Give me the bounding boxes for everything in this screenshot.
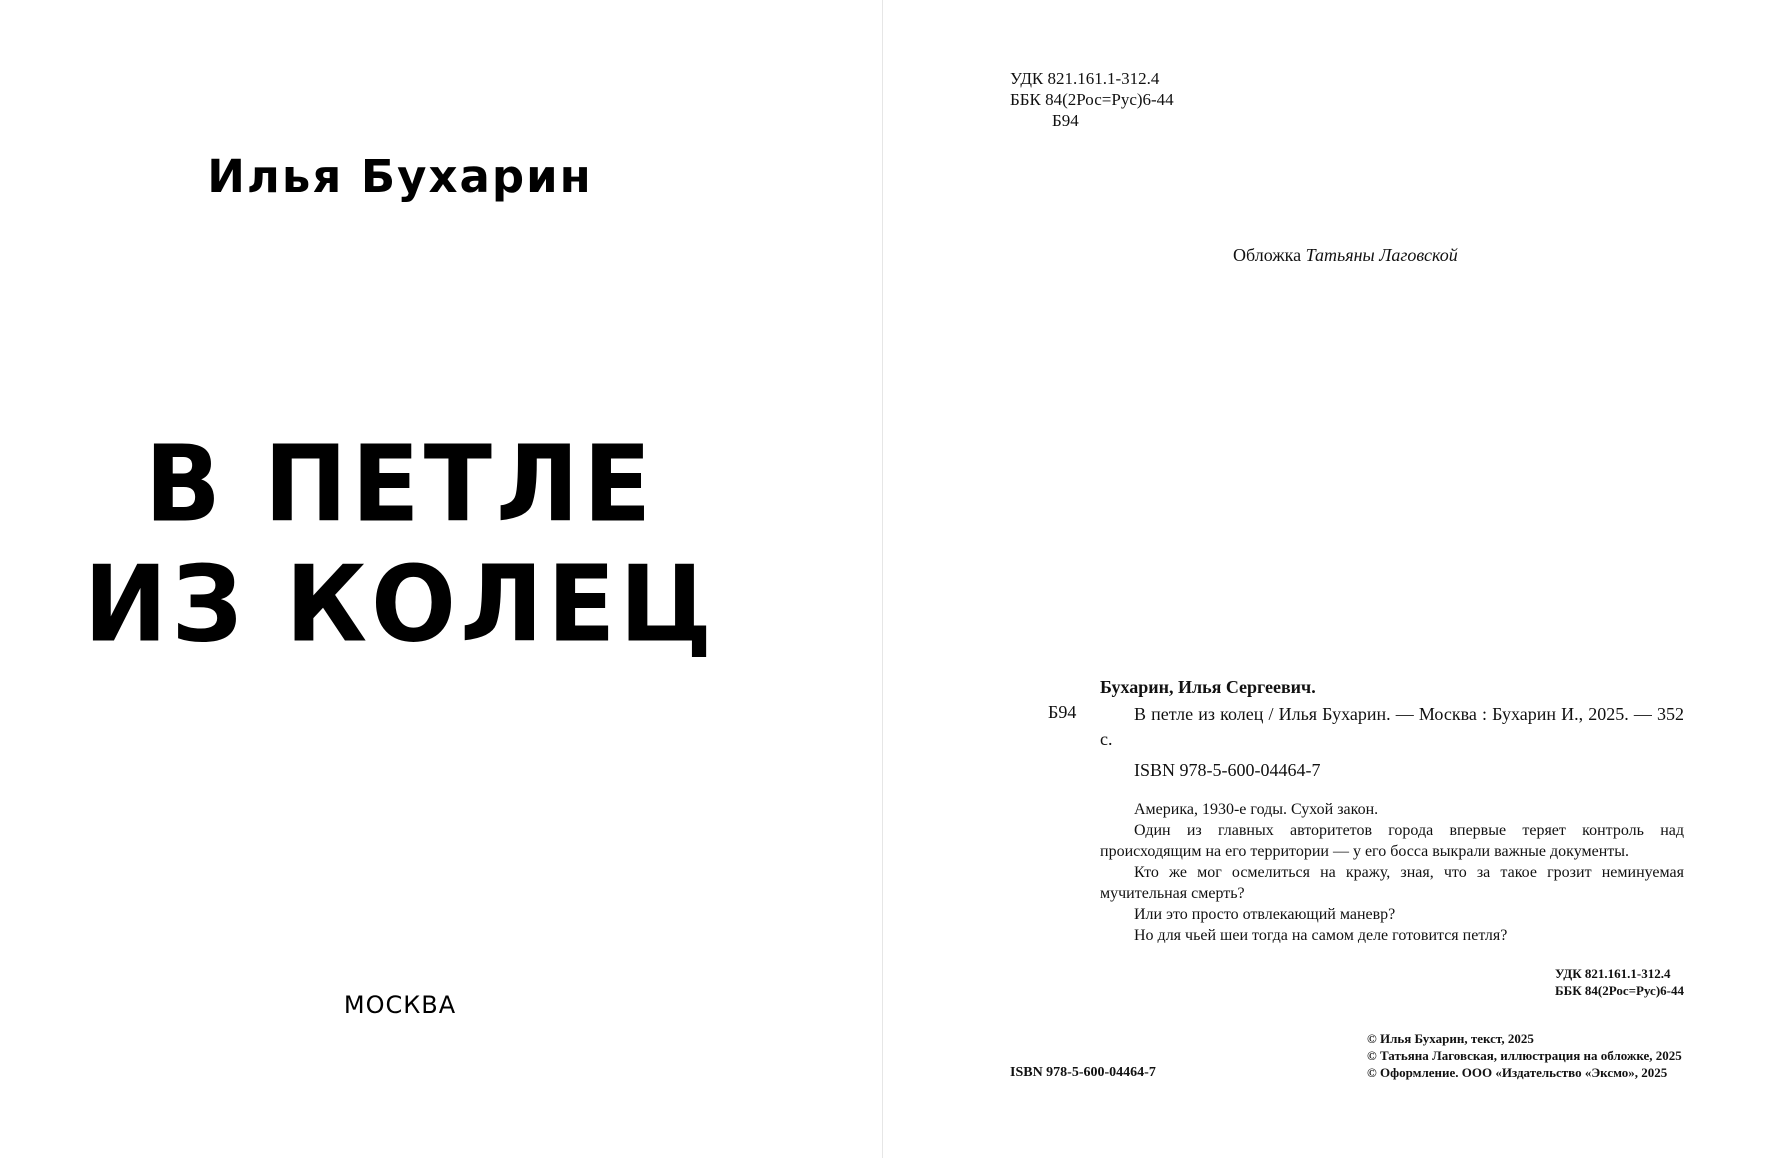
annotation-paragraph: Америка, 1930-е годы. Сухой закон. [1134, 801, 1379, 818]
annotation-paragraph: Но для чьей шеи тогда на самом деле готовится петля? [1134, 927, 1508, 944]
catalog-isbn: ISBN 978-5-600-04464-7 [1134, 760, 1321, 780]
udk-code-small: УДК 821.161.1-312.4 [1555, 966, 1671, 981]
udk-code: УДК 821.161.1-312.4 [1010, 69, 1160, 88]
book-title-line-2: ИЗ КОЛЕЦ [83, 543, 717, 666]
bbk-code: ББК 84(2Рос=Рус)6-44 [1010, 90, 1174, 109]
copyright-line: © Илья Бухарин, текст, 2025 [1367, 1031, 1534, 1046]
book-title-line-1: В ПЕТЛЕ [144, 423, 656, 546]
cover-credit-name: Татьяны Лаговской [1305, 245, 1458, 265]
book-title [0, 425, 800, 665]
annotation-paragraph: Один из главных авторитетов города впервые теряет контроль над происходящим на его территории — у его босса выкрали важные документы. [1100, 822, 1684, 860]
copyright-block [1367, 1030, 1682, 1081]
publication-city: МОСКВА [343, 991, 457, 1019]
catalog-code: Б94 [1048, 702, 1077, 722]
copyright-line: © Татьяна Лаговская, иллюстрация на обложке, 2025 [1367, 1048, 1682, 1063]
annotation-paragraph: Кто же мог осмелиться на кражу, зная, что за такое грозит неминуемая мучительная смерть? [1100, 864, 1684, 902]
catalog-heading: Бухарин, Илья Сергеевич. [1100, 677, 1316, 697]
catalog-description: В петле из колец / Илья Бухарин. — Москва : Бухарин И., 2025. — 352 с. [1100, 704, 1684, 749]
classification-small [1555, 965, 1684, 999]
classification-block [1010, 68, 1174, 131]
cover-credit-prefix: Обложка [1233, 245, 1302, 265]
annotation [1100, 799, 1684, 946]
isbn-bottom: ISBN 978-5-600-04464-7 [1010, 1065, 1156, 1080]
cover-credit [1233, 245, 1458, 266]
author-name: Илья Бухарин [207, 150, 593, 203]
imprint-page [883, 0, 1789, 1158]
title-page [0, 0, 882, 1158]
bbk-code-small: ББК 84(2Рос=Рус)6-44 [1555, 983, 1684, 998]
author-sign: Б94 [1052, 111, 1079, 130]
annotation-paragraph: Или это просто отвлекающий маневр? [1134, 906, 1396, 923]
copyright-line: © Оформление. ООО «Издательство «Эксмо», 2025 [1367, 1065, 1668, 1080]
